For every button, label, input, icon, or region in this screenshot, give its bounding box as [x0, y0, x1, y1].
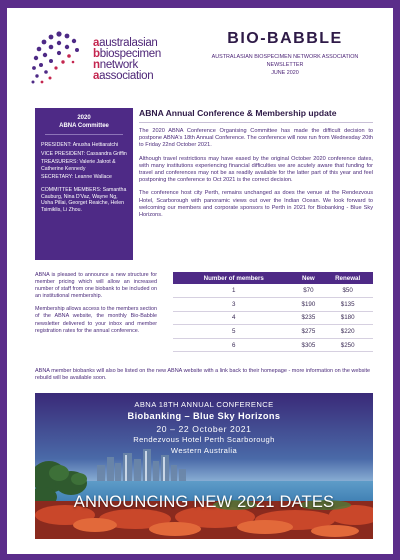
table-row [173, 325, 373, 339]
table-cell: $70 [295, 284, 323, 298]
issue-date: JUNE 2020 [271, 70, 299, 76]
table-cell: 5 [173, 325, 295, 339]
table-row [173, 311, 373, 325]
conference-banner [35, 393, 373, 539]
logo-initial: b [93, 48, 100, 60]
newsletter-title: BIO-BABBLE [227, 30, 343, 47]
abna-logo-mark-icon [29, 28, 89, 88]
logo-line: biospecimen [99, 48, 161, 60]
column-header: New [295, 272, 323, 284]
article-paragraph: The conference host city Perth, remains unchanged as does the venue at the Rendezvous Hotel, Scarborough with panoramic views out over the Indian Ocean. We look forward to welcoming our members and corporate sponsors to Perth in 2021 for Biobanking - Blue Sky Horizons. [139, 190, 373, 219]
table-cell: $135 [322, 298, 373, 312]
article-title: ABNA Annual Conference & Membership update [139, 108, 337, 118]
pricing-paragraph: ABNA is pleased to announce a new structure for member pricing which will allow an increased number of staff from one biobank to be included on an institutional membership. [35, 272, 157, 300]
membership-price-table [173, 272, 373, 352]
logo-line: australasian [99, 37, 158, 49]
newsletter-header [7, 8, 393, 102]
newsletter-page [7, 8, 393, 554]
article-paragraph: The 2020 ABNA Conference Organising Committee has made the difficult decision to postpone ABNA's 18th Annual Conference. The conference will now run from Wednesday 20th to Friday 22nd October 2021. [139, 128, 373, 149]
table-cell: $275 [295, 325, 323, 339]
masthead [195, 30, 375, 77]
publisher-name: AUSTRALASIAN BIOSPECIMEN NETWORK ASSOCIATION [211, 54, 359, 60]
table-row [173, 338, 373, 352]
banner-venue: Rendezvous Hotel Perth Scarborough [133, 435, 275, 444]
column-header: Renewal [322, 272, 373, 284]
committee-heading: ABNA Committee [59, 123, 109, 129]
table-cell: $220 [322, 325, 373, 339]
table-cell: $305 [295, 338, 323, 352]
logo-initial: a [93, 37, 100, 49]
pricing-paragraph: Membership allows access to the members section of the ABNA website, the monthly Bio-Babble newsletter delivered to your inbox and member registration rates for the annual conference. [35, 306, 157, 334]
banner-location: Western Australia [170, 446, 238, 455]
table-header-row [173, 272, 373, 284]
committee-president: PRESIDENT: Anusha Hettiaratchi [41, 142, 118, 148]
committee-panel [35, 108, 133, 260]
banner-announcement: ANNOUNCING NEW 2021 DATES [73, 493, 335, 511]
logo-line: association [99, 70, 154, 82]
table-cell: 3 [173, 298, 295, 312]
banner-conference-name: ABNA 18TH ANNUAL CONFERENCE [134, 400, 274, 409]
committee-vice-president: VICE PRESIDENT: Cassandra Griffin [41, 150, 127, 157]
banner-theme: Biobanking – Blue Sky Horizons [127, 411, 281, 421]
table-cell: $190 [295, 298, 323, 312]
committee-secretary: SECRETARY: Leanne Wallace [41, 174, 112, 181]
membership-pricing-text [35, 272, 157, 341]
article-paragraph: Although travel restrictions may have eased by the original October 2020 conference dates, with many institutions experiencing financial difficulties we are acutely aware that funding for travel and conferences may not be as readily available for the latter part of this year and feel postponing the conference to Oct 2021 is the correct decision. [139, 155, 373, 184]
table-cell: 4 [173, 311, 295, 325]
banner-dates: 20 – 22 October 2021 [156, 424, 252, 434]
table-cell: $250 [322, 338, 373, 352]
conference-article [139, 108, 373, 225]
logo-initial: n [93, 59, 100, 71]
table-cell: $235 [295, 311, 323, 325]
divider [139, 122, 373, 123]
website-footnote: ABNA member biobanks will also be listed on the new ABNA website with a link back to their homepage - more information on the website rebuild will be available soon. [35, 368, 371, 382]
column-header: Number of members [173, 272, 295, 284]
logo-initial: a [93, 70, 100, 82]
table-cell: 1 [173, 284, 295, 298]
table-cell: $180 [322, 311, 373, 325]
table-row [173, 298, 373, 312]
table-cell: 6 [173, 338, 295, 352]
logo-line: network [99, 59, 138, 71]
committee-year: 2020 [77, 115, 91, 121]
issue-type: NEWSLETTER [266, 62, 304, 68]
table-row [173, 284, 373, 298]
table-cell: $50 [322, 284, 373, 298]
abna-logo-wordmark [93, 38, 163, 82]
abna-logo [29, 28, 161, 92]
committee-treasurers: TREASURERS: Valerie Jakrot & Catherine Kennedy [41, 159, 116, 172]
committee-members: COMMITTEE MEMBERS: Samantha Cauburg, Nina D'Vaz, Wayne Ng, Usha Pillai, Georget Reaiche, Helen Tsimiklis, Li Zhou. [41, 186, 127, 213]
divider [45, 134, 123, 135]
